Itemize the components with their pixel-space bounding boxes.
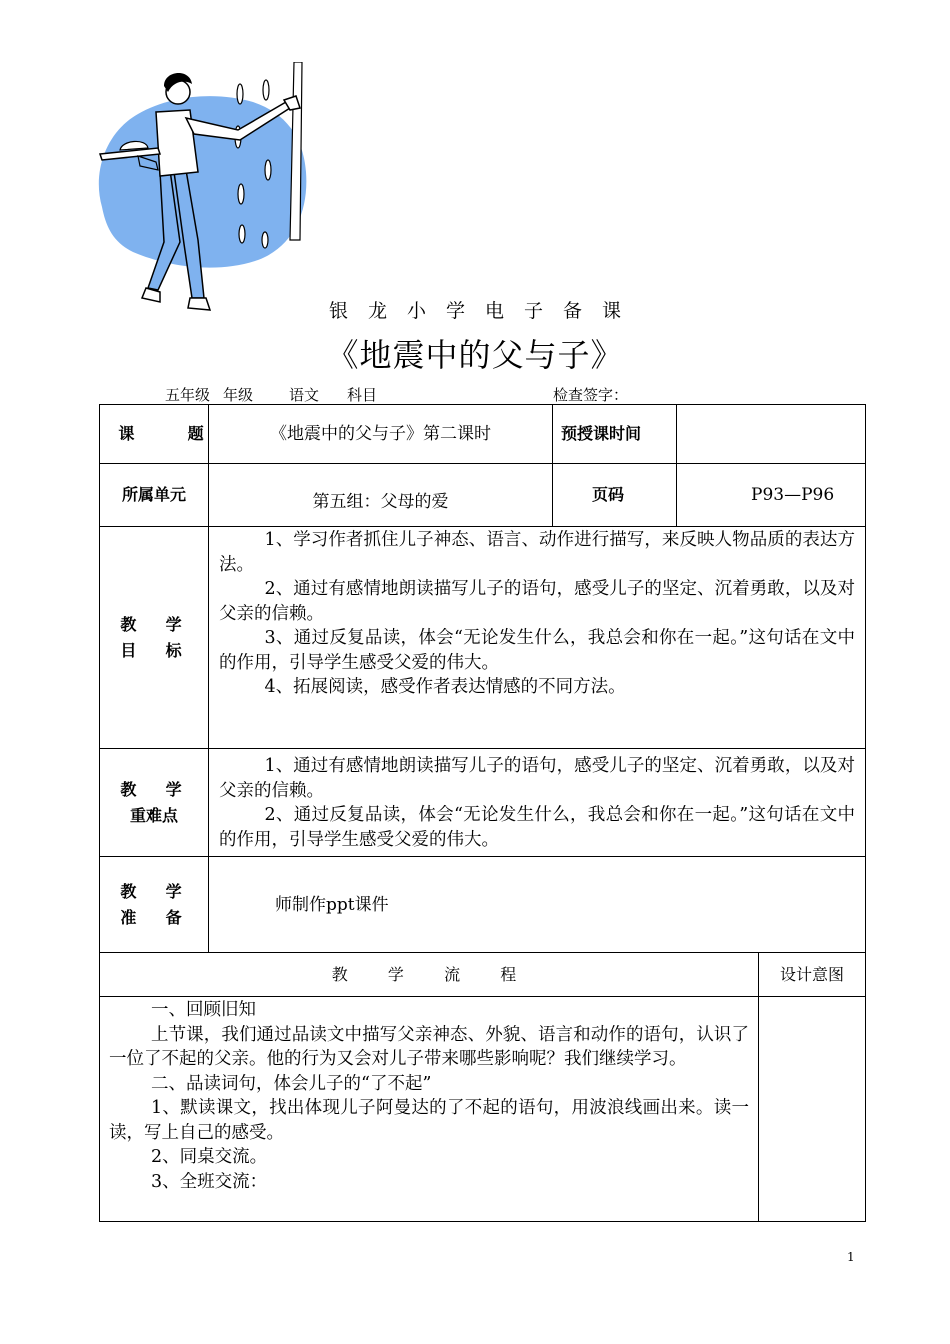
key-point-item: 2、通过反复品读，体会“无论发生什么，我总会和你在一起。”这句话在文中的作用，引导学生感受父爱的伟大。 — [219, 805, 855, 850]
process-item: 二、品读词句，体会儿子的“了不起” — [151, 1073, 432, 1094]
process-text — [109, 998, 749, 1194]
process-item: 3、全班交流： — [151, 1171, 268, 1192]
design-intent-header: 设计意图 — [779, 964, 844, 984]
grade-label: 年级 — [223, 386, 254, 404]
goal-item: 1、学习作者抓住儿子神态、语言、动作进行描写，来反映人物品质的表达方法。 — [219, 530, 855, 575]
process-item: 一、回顾旧知 — [151, 1000, 256, 1020]
process-item: 1、默读课文，找出体现儿子阿曼达的了不起的语句，用波浪线画出来。读一读，写上自己的感受。 — [109, 1098, 749, 1143]
row-divider — [99, 748, 866, 749]
topic-label: 课 题 — [118, 424, 218, 443]
grade-value: 五年级 — [165, 386, 211, 404]
subject-value: 语文 — [289, 386, 320, 404]
key-label-line1: 教 学 — [120, 779, 188, 799]
signature-label: 检查签字： — [553, 386, 629, 404]
goals-label-line2: 目 标 — [120, 640, 188, 660]
time-label: 预授课时间 — [561, 424, 642, 443]
goals-label-line1: 教 学 — [120, 614, 188, 634]
unit-value: 第五组：父母的爱 — [312, 492, 449, 512]
time-value — [677, 405, 865, 463]
goal-item: 3、通过反复品读，体会“无论发生什么，我总会和你在一起。”这句话在文中的作用，引导学生感受父爱的伟大。 — [219, 628, 855, 673]
row-divider — [99, 996, 866, 997]
goals-text — [219, 528, 855, 700]
subject-label: 科目 — [347, 386, 378, 404]
row-divider — [99, 526, 866, 527]
prep-label-line1: 教 学 — [120, 881, 188, 901]
key-point-item: 1、通过有感情地朗读描写儿子的语句，感受儿子的坚定、沉着勇敢，以及对父亲的信赖。 — [219, 756, 855, 801]
prep-value: 师制作ppt课件 — [275, 894, 389, 915]
page-label: 页码 — [591, 485, 624, 504]
key-points-label — [100, 749, 208, 856]
waiter-clipart-icon — [98, 62, 318, 322]
page-value: P93—P96 — [751, 485, 835, 505]
prep-label — [100, 857, 208, 952]
prep-label-line2: 准 备 — [120, 907, 188, 927]
goal-item: 4、拓展阅读，感受作者表达情感的不同方法。 — [264, 677, 626, 697]
goals-label — [100, 527, 208, 748]
topic-value: 《地震中的父与子》第二课时 — [270, 424, 491, 444]
school-name: 银龙小学电子备课 — [328, 300, 641, 322]
key-points-text — [219, 754, 855, 852]
document-title: 《地震中的父与子》 — [326, 336, 624, 374]
process-item: 上节课，我们通过品读文中描写父亲神态、外貌、语言和动作的语句，认识了一位了不起的父亲。他的行为又会对儿子带来哪些影响呢？我们继续学习。 — [109, 1024, 749, 1069]
page-number: 1 — [847, 1250, 855, 1264]
key-label-line2: 重难点 — [129, 805, 178, 825]
process-header: 教 学 流 程 — [331, 964, 527, 984]
meta-line — [143, 384, 748, 405]
unit-label: 所属单元 — [121, 485, 186, 504]
process-item: 2、同桌交流。 — [151, 1147, 268, 1167]
goal-item: 2、通过有感情地朗读描写儿子的语句，感受儿子的坚定、沉着勇敢，以及对父亲的信赖。 — [219, 579, 855, 624]
